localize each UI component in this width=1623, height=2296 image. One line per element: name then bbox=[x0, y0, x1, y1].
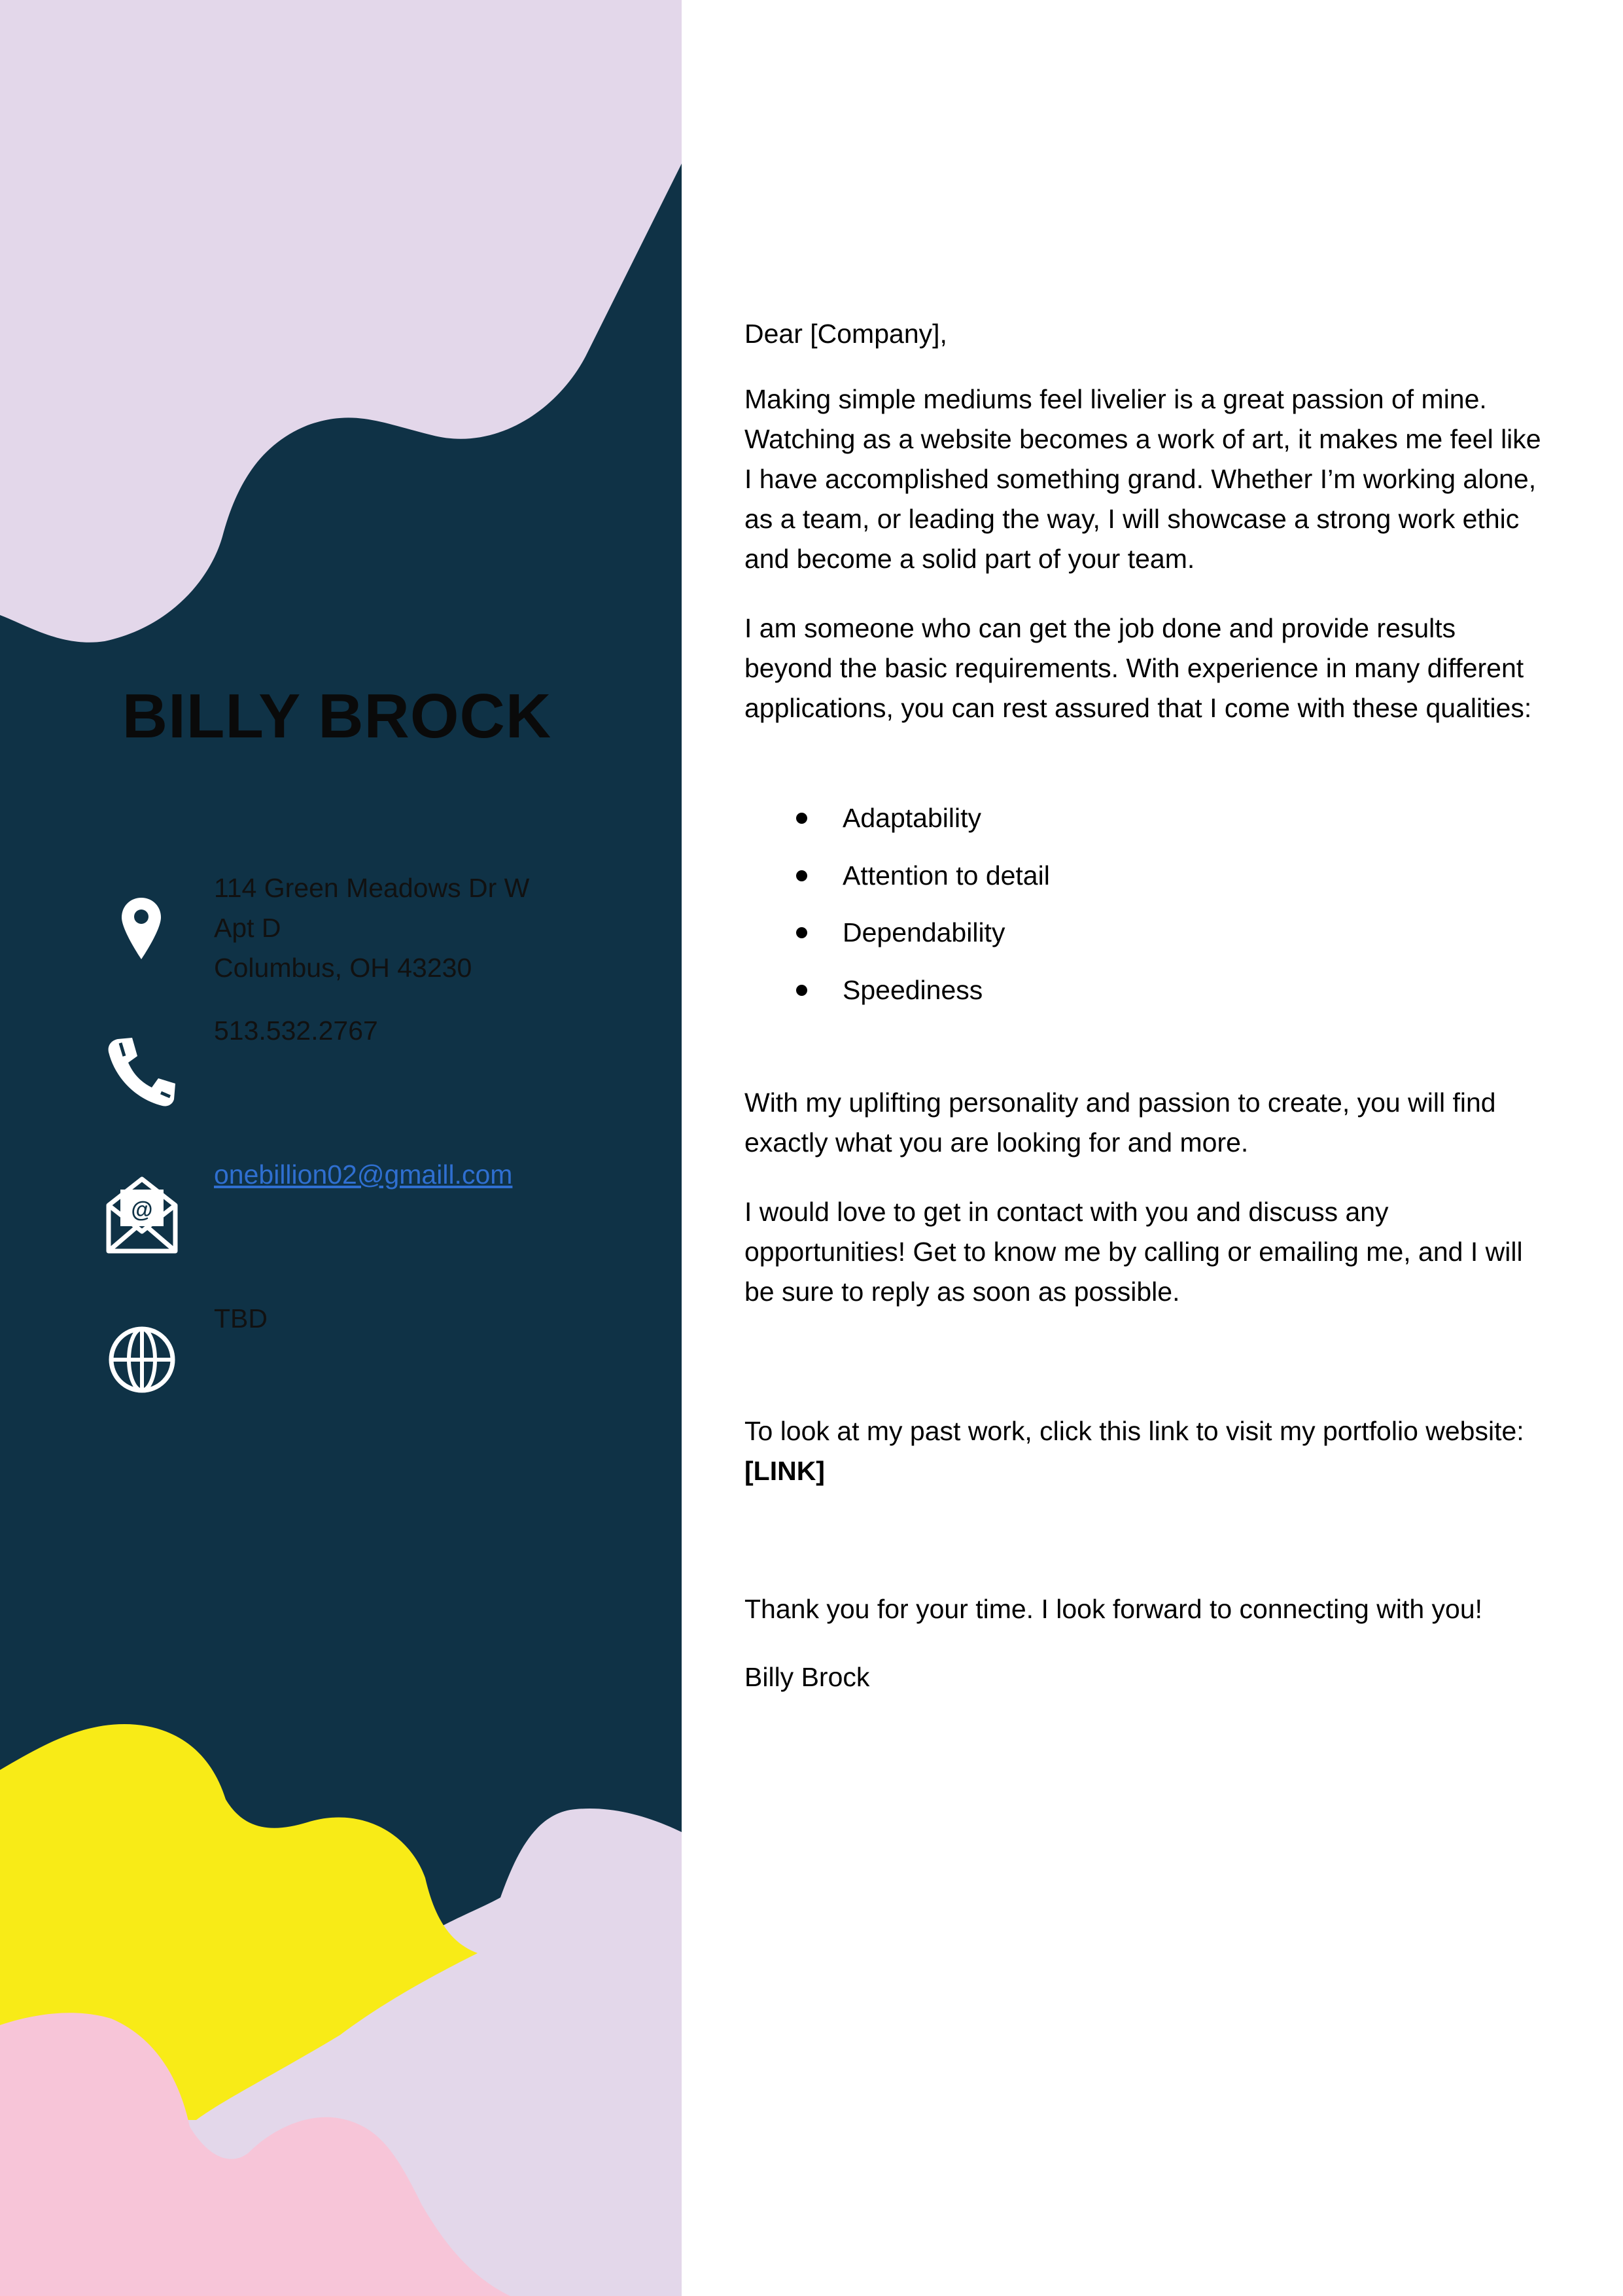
quality-label: Speediness bbox=[843, 975, 983, 1005]
paragraph-3: With my uplifting personality and passion to create, you will find exactly what you are looking for and more. bbox=[744, 1087, 1496, 1157]
location-pin-icon bbox=[120, 896, 162, 961]
bullet-icon bbox=[796, 870, 807, 881]
address-line-1: 114 Green Meadows Dr W bbox=[214, 873, 530, 903]
globe-icon bbox=[107, 1325, 177, 1394]
address-line-2: Apt D bbox=[214, 913, 281, 943]
quality-label: Adaptability bbox=[843, 803, 981, 833]
bullet-icon bbox=[796, 813, 807, 824]
email-link[interactable]: onebillion02@gmaill.com bbox=[214, 1159, 513, 1190]
portfolio-text: To look at my past work, click this link to visit my portfolio website: bbox=[744, 1416, 1524, 1446]
phone-icon bbox=[105, 1034, 180, 1109]
envelope-icon bbox=[106, 1176, 178, 1254]
paragraph-2: I am someone who can get the job done and provide results beyond the basic requirements. With experience in many different applications, you can rest assured that I come with these qualities: bbox=[744, 613, 1532, 723]
salutation: Dear [Company], bbox=[744, 319, 947, 349]
paragraph-1: Making simple mediums feel livelier is a great passion of mine. Watching as a website becomes a work of art, it makes me feel like I have accomplished something grand. Whether I’m working alone, as a team, or leading the way, I will showcase a strong work ethic and become a solid part of your team. bbox=[744, 384, 1541, 574]
portfolio-link[interactable]: [LINK] bbox=[744, 1456, 825, 1486]
portfolio-paragraph bbox=[744, 1411, 1543, 1491]
address-block bbox=[214, 868, 529, 988]
bullet-icon bbox=[796, 985, 807, 996]
closing-line: Thank you for your time. I look forward to connecting with you! bbox=[744, 1594, 1483, 1624]
website-text: TBD bbox=[214, 1303, 268, 1333]
signature: Billy Brock bbox=[744, 1662, 870, 1692]
bullet-icon bbox=[796, 927, 807, 938]
sidebar-background bbox=[0, 0, 682, 2296]
phone-number: 513.532.2767 bbox=[214, 1016, 378, 1046]
address-line-3: Columbus, OH 43230 bbox=[214, 953, 472, 983]
paragraph-4: I would love to get in contact with you and discuss any opportunities! Get to know me by calling or emailing me, and I will be sure to reply as soon as possible. bbox=[744, 1197, 1523, 1307]
applicant-name: BILLY BROCK bbox=[122, 681, 552, 751]
quality-label: Attention to detail bbox=[843, 860, 1050, 891]
svg-text:@: @ bbox=[131, 1197, 153, 1222]
quality-label: Dependability bbox=[843, 917, 1005, 947]
sidebar bbox=[0, 0, 682, 2296]
